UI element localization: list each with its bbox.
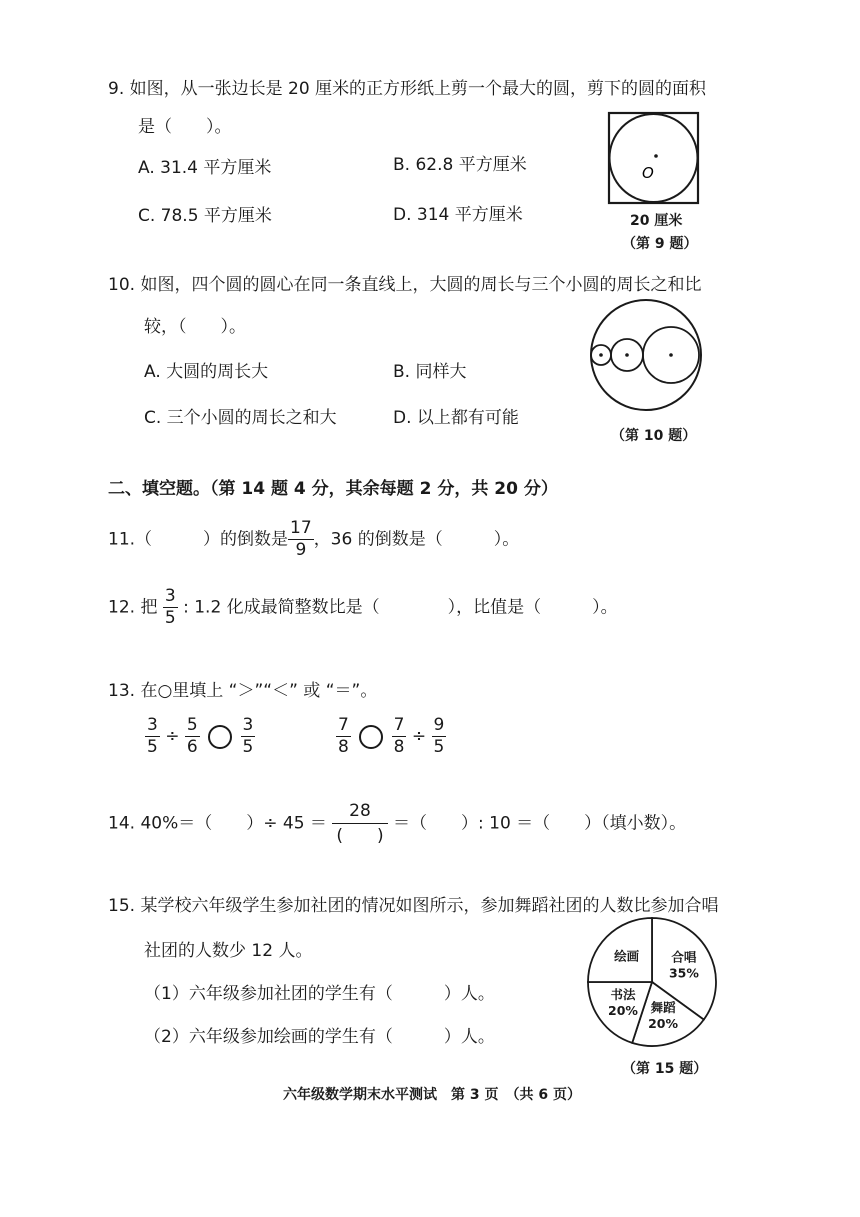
q13-e1-frac-b: $\frac{5}{6}$ xyxy=(186,715,198,757)
q10-option-b: B. 同样大 xyxy=(393,362,467,382)
q10-option-c: C. 三个小圆的周长之和大 xyxy=(144,408,337,428)
q12-frac-den: 5 xyxy=(164,608,176,628)
divide-sign: ÷ xyxy=(411,726,427,747)
q14-fraction xyxy=(332,802,387,845)
q11-part2: ，36 的倒数是（ ）。 xyxy=(313,529,520,550)
q9-side-label: 20 厘米 xyxy=(630,213,683,229)
q12-fraction xyxy=(163,588,178,627)
q10-caption: （第 10 题） xyxy=(611,428,697,444)
q12-frac-num: 3 xyxy=(164,586,176,606)
q13-e2-frac-c: $\frac{9}{5}$ xyxy=(433,715,445,757)
q13-e1-answer-circle[interactable] xyxy=(208,725,232,749)
q10-stem-line2: 较，（ ）。 xyxy=(144,317,246,337)
page-footer: 六年级数学期末水平测试 第 3 页 （共 6 页） xyxy=(283,1087,581,1103)
q15-caption: （第 15 题） xyxy=(622,1061,708,1077)
q13-e2-frac-b: $\frac{7}{8}$ xyxy=(393,715,405,757)
q9-figure-square-circle xyxy=(606,108,702,208)
q13-expression-1 xyxy=(145,717,255,756)
divide-sign: ÷ xyxy=(165,726,180,747)
q15-stem-line2: 社团的人数少 12 人。 xyxy=(144,941,313,961)
q11-part1: 11.（ ）的倒数是 xyxy=(108,529,289,550)
q11-frac-num: 17 xyxy=(290,518,312,538)
q13-stem: 13. 在○里填上 “＞”“＜” 或 “＝”。 xyxy=(108,681,378,701)
q15-sub1: （1）六年级参加社团的学生有（ ）人。 xyxy=(144,984,495,1004)
q13-e2-answer-circle[interactable] xyxy=(359,725,383,749)
pie-label-1: 合唱 35% xyxy=(668,949,699,981)
q12-line xyxy=(108,588,618,627)
q14-frac-num: 28 xyxy=(332,802,387,824)
q15-sub2: （2）六年级参加绘画的学生有（ ）人。 xyxy=(144,1027,495,1047)
q9-option-a: A. 31.4 平方厘米 xyxy=(138,158,272,178)
pie-label-3: 书法 20% xyxy=(608,987,638,1019)
q9-option-d: D. 314 平方厘米 xyxy=(393,205,523,225)
q9-option-c: C. 78.5 平方厘米 xyxy=(138,206,272,226)
q10-option-a: A. 大圆的周长大 xyxy=(144,362,269,382)
q14-line xyxy=(108,802,686,845)
pie-label-2: 舞蹈 20% xyxy=(648,1000,679,1032)
q9-stem-line1: 9. 如图，从一张边长是 20 厘米的正方形纸上剪一个最大的圆，剪下的圆的面积 xyxy=(108,79,707,99)
pie-label-4: 绘画 xyxy=(614,948,640,964)
q15-stem-line1: 15. 某学校六年级学生参加社团的情况如图所示，参加舞蹈社团的人数比参加合唱 xyxy=(108,896,719,916)
q10-figure-four-circles xyxy=(587,298,707,418)
q12-part1: 12. 把 xyxy=(108,597,158,618)
q11-line xyxy=(108,520,519,559)
q9-center-label: O xyxy=(642,164,654,182)
q15-pie-chart xyxy=(584,914,720,1050)
q14-part2: ＝（ ）: 10 ＝（ ）（填小数）。 xyxy=(393,813,687,834)
q10-stem-line1: 10. 如图，四个圆的圆心在同一条直线上，大圆的周长与三个小圆的周长之和比 xyxy=(108,275,702,295)
q9-option-b: B. 62.8 平方厘米 xyxy=(393,155,527,175)
q14-part1: 14. 40%＝（ ）÷ 45 ＝ xyxy=(108,813,327,834)
q13-e2-frac-a: $\frac{7}{8}$ xyxy=(338,715,349,757)
q10-option-d: D. 以上都有可能 xyxy=(393,408,519,428)
q11-frac-den: 9 xyxy=(295,540,307,560)
q9-caption: （第 9 题） xyxy=(622,236,698,252)
q13-e1-frac-a: $\frac{3}{5}$ xyxy=(147,715,158,757)
q9-stem-line2: 是（ ）。 xyxy=(138,117,232,137)
q13-e1-frac-c: $\frac{3}{5}$ xyxy=(242,715,254,757)
q11-fraction xyxy=(288,520,314,559)
q14-frac-den: ( ) xyxy=(336,825,384,846)
q13-expression-2 xyxy=(336,717,446,756)
q12-part2: : 1.2 化成最简整数比是（ ），比值是（ ）。 xyxy=(183,597,618,618)
section2-heading: 二、填空题。（第 14 题 4 分，其余每题 2 分，共 20 分） xyxy=(108,479,558,499)
